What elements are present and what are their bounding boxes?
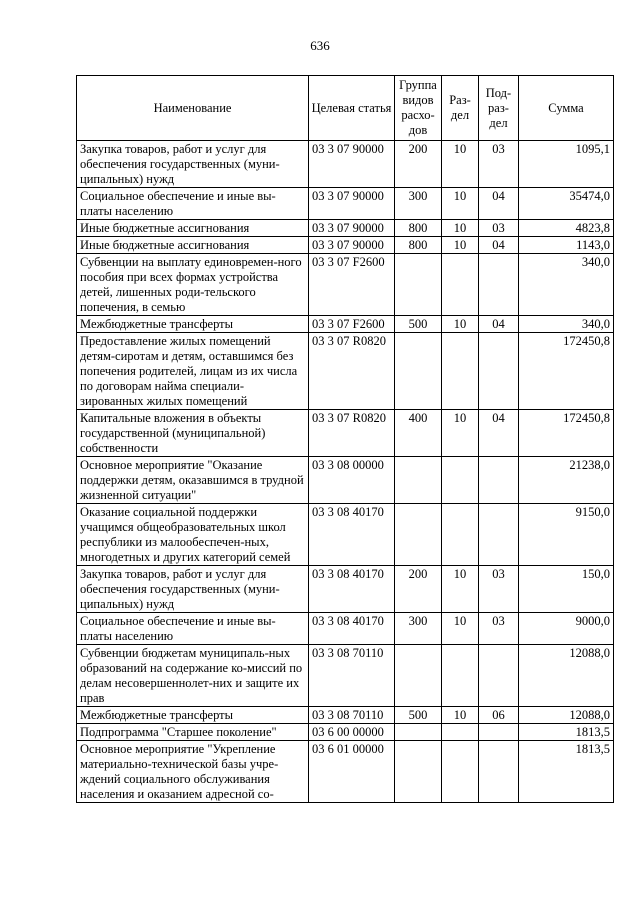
cell-group: 300 (395, 188, 442, 220)
table-row (77, 410, 614, 457)
cell-sum: 340,0 (519, 316, 614, 333)
table-row (77, 254, 614, 316)
cell-name: Субвенции бюджетам муниципаль-ных образований на содержание ко-миссий по делам несовершеннолет-них и защите их прав (77, 645, 309, 707)
table-row (77, 237, 614, 254)
cell-group (395, 504, 442, 566)
cell-sum: 12088,0 (519, 645, 614, 707)
cell-name: Оказание социальной поддержки учащимся общеобразовательных школ республики из малообеспечен-ных, многодетных и других категорий семей (77, 504, 309, 566)
cell-group: 800 (395, 237, 442, 254)
cell-group: 500 (395, 316, 442, 333)
cell-code: 03 3 07 R0820 (309, 410, 395, 457)
budget-table (76, 75, 614, 803)
cell-subsection: 04 (479, 410, 519, 457)
cell-code: 03 3 07 F2600 (309, 316, 395, 333)
cell-subsection: 04 (479, 237, 519, 254)
cell-section: 10 (442, 220, 479, 237)
cell-name: Капитальные вложения в объекты государственной (муниципальной) собственности (77, 410, 309, 457)
cell-sum: 1143,0 (519, 237, 614, 254)
cell-code: 03 3 07 90000 (309, 141, 395, 188)
cell-subsection (479, 741, 519, 803)
cell-sum: 340,0 (519, 254, 614, 316)
cell-name: Подпрограмма "Старшее поколение" (77, 724, 309, 741)
table-row (77, 457, 614, 504)
cell-group (395, 724, 442, 741)
cell-sum: 1095,1 (519, 141, 614, 188)
cell-group (395, 254, 442, 316)
cell-section (442, 254, 479, 316)
cell-name: Межбюджетные трансферты (77, 707, 309, 724)
table-row (77, 741, 614, 803)
cell-subsection: 03 (479, 141, 519, 188)
table-row (77, 141, 614, 188)
page-number: 636 (310, 38, 330, 53)
header-subsection: Под-раз-дел (479, 76, 519, 141)
cell-code: 03 3 07 90000 (309, 188, 395, 220)
cell-section (442, 724, 479, 741)
cell-subsection (479, 724, 519, 741)
cell-name: Предоставление жилых помещений детям-сиротам и детям, оставшимся без попечения родителей, лицам из их числа по договорам найма специали-зированных жилых помещений (77, 333, 309, 410)
table-body (77, 141, 614, 803)
cell-subsection (479, 457, 519, 504)
cell-name: Иные бюджетные ассигнования (77, 220, 309, 237)
cell-sum: 172450,8 (519, 410, 614, 457)
cell-sum: 4823,8 (519, 220, 614, 237)
cell-section (442, 645, 479, 707)
cell-name: Основное мероприятие "Укрепление материально-технической базы учре-ждений социального обслуживания населения и оказанием адресной со- (77, 741, 309, 803)
table-row (77, 613, 614, 645)
cell-name: Социальное обеспечение и иные вы-платы населению (77, 613, 309, 645)
cell-subsection: 06 (479, 707, 519, 724)
cell-group: 500 (395, 707, 442, 724)
table-row (77, 566, 614, 613)
table-row (77, 645, 614, 707)
cell-sum: 35474,0 (519, 188, 614, 220)
cell-group (395, 457, 442, 504)
cell-subsection (479, 504, 519, 566)
table-row (77, 188, 614, 220)
header-section: Раз-дел (442, 76, 479, 141)
cell-section (442, 333, 479, 410)
cell-sum: 21238,0 (519, 457, 614, 504)
cell-section: 10 (442, 613, 479, 645)
cell-section: 10 (442, 410, 479, 457)
cell-name: Закупка товаров, работ и услуг для обеспечения государственных (муни-ципальных) нужд (77, 141, 309, 188)
cell-group: 400 (395, 410, 442, 457)
cell-code: 03 3 07 R0820 (309, 333, 395, 410)
cell-section (442, 741, 479, 803)
cell-sum: 9150,0 (519, 504, 614, 566)
cell-section: 10 (442, 707, 479, 724)
header-target: Целевая статья (309, 76, 395, 141)
table-row (77, 707, 614, 724)
header-group: Группа видов расхо-дов (395, 76, 442, 141)
cell-code: 03 3 08 70110 (309, 645, 395, 707)
cell-group: 200 (395, 566, 442, 613)
header-sum: Сумма (519, 76, 614, 141)
cell-sum: 9000,0 (519, 613, 614, 645)
cell-code: 03 6 00 00000 (309, 724, 395, 741)
table-row (77, 333, 614, 410)
cell-subsection (479, 333, 519, 410)
table-row (77, 724, 614, 741)
header-name: Наименование (77, 76, 309, 141)
cell-sum: 150,0 (519, 566, 614, 613)
cell-group: 800 (395, 220, 442, 237)
cell-subsection (479, 645, 519, 707)
cell-code: 03 3 08 40170 (309, 613, 395, 645)
cell-name: Социальное обеспечение и иные вы-платы населению (77, 188, 309, 220)
cell-code: 03 3 08 40170 (309, 504, 395, 566)
cell-group (395, 333, 442, 410)
cell-code: 03 3 07 90000 (309, 237, 395, 254)
cell-sum: 1813,5 (519, 741, 614, 803)
cell-section (442, 457, 479, 504)
cell-name: Межбюджетные трансферты (77, 316, 309, 333)
cell-code: 03 3 08 00000 (309, 457, 395, 504)
cell-code: 03 6 01 00000 (309, 741, 395, 803)
cell-subsection: 03 (479, 220, 519, 237)
cell-sum: 172450,8 (519, 333, 614, 410)
table-row (77, 220, 614, 237)
cell-code: 03 3 07 90000 (309, 220, 395, 237)
cell-group (395, 741, 442, 803)
cell-subsection: 04 (479, 316, 519, 333)
cell-subsection: 03 (479, 613, 519, 645)
cell-name: Основное мероприятие "Оказание поддержки детям, оказавшимся в трудной жизненной ситуации" (77, 457, 309, 504)
cell-section: 10 (442, 237, 479, 254)
cell-name: Закупка товаров, работ и услуг для обеспечения государственных (муни-ципальных) нужд (77, 566, 309, 613)
table-row (77, 504, 614, 566)
cell-code: 03 3 08 40170 (309, 566, 395, 613)
cell-group (395, 645, 442, 707)
cell-section: 10 (442, 316, 479, 333)
cell-section: 10 (442, 188, 479, 220)
cell-group: 200 (395, 141, 442, 188)
cell-section (442, 504, 479, 566)
cell-section: 10 (442, 141, 479, 188)
cell-code: 03 3 08 70110 (309, 707, 395, 724)
cell-sum: 12088,0 (519, 707, 614, 724)
cell-name: Субвенции на выплату единовремен-ного пособия при всех формах устройства детей, лишенных роди-тельского попечения, в семью (77, 254, 309, 316)
cell-sum: 1813,5 (519, 724, 614, 741)
cell-name: Иные бюджетные ассигнования (77, 237, 309, 254)
cell-group: 300 (395, 613, 442, 645)
table-header (77, 76, 614, 141)
cell-code: 03 3 07 F2600 (309, 254, 395, 316)
cell-subsection: 04 (479, 188, 519, 220)
table-row (77, 316, 614, 333)
cell-subsection (479, 254, 519, 316)
cell-subsection: 03 (479, 566, 519, 613)
cell-section: 10 (442, 566, 479, 613)
